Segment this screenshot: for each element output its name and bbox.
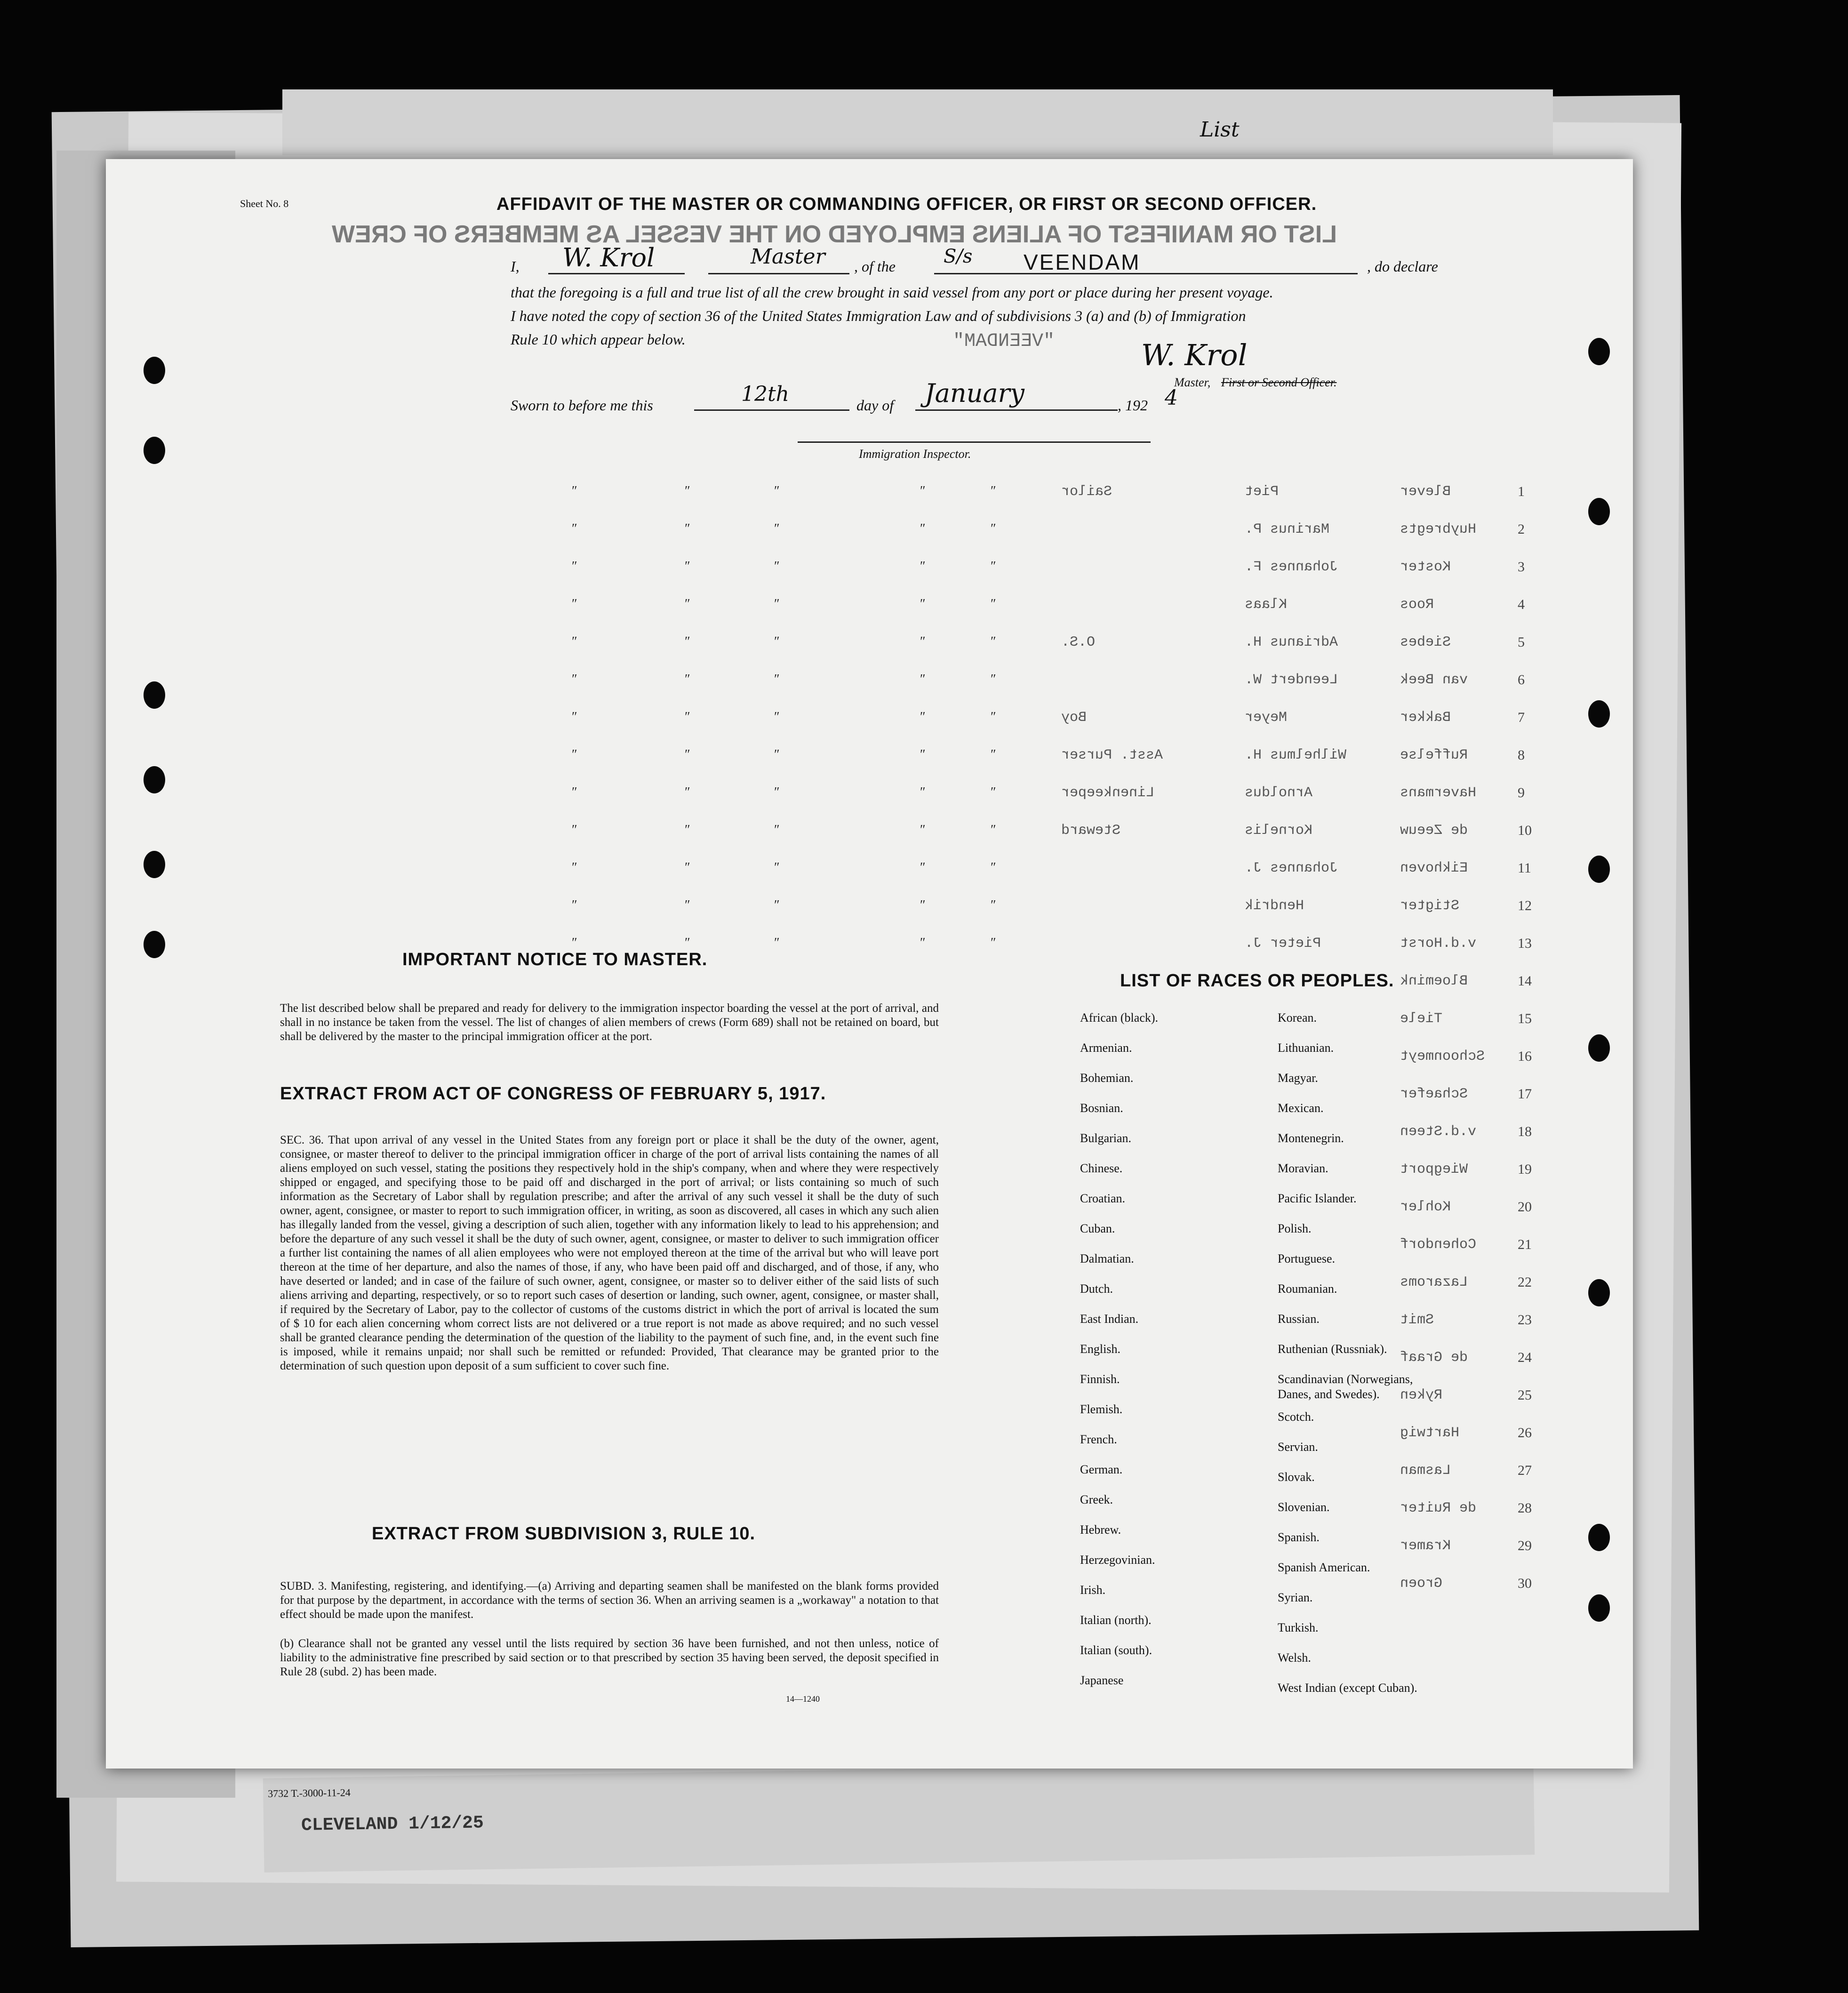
race-item: African (black). bbox=[1080, 1011, 1159, 1025]
race-item: Moravian. bbox=[1278, 1161, 1328, 1175]
mirrored-manifest-title: LIST OR MANIFEST OF ALIENS EMPLOYED ON THE VESSEL AS MEMBERS OF CREW bbox=[332, 221, 1337, 248]
crew-family-name: Bakker bbox=[1400, 710, 1451, 726]
crew-family-name: de Graaf bbox=[1400, 1350, 1468, 1366]
crew-position: Asst. Purser bbox=[1061, 747, 1163, 763]
ditto-mark: ″ bbox=[991, 521, 996, 536]
crew-row-number: 30 bbox=[1518, 1576, 1532, 1591]
ditto-mark: ″ bbox=[991, 898, 996, 912]
struck-officer-label: First or Second Officer. bbox=[1221, 376, 1337, 389]
crew-given-name: Arnoldus bbox=[1245, 785, 1313, 801]
ditto-mark: ″ bbox=[774, 634, 780, 649]
race-item: Bulgarian. bbox=[1080, 1131, 1132, 1145]
ditto-mark: ″ bbox=[685, 672, 690, 687]
crew-family-name: Ryken bbox=[1400, 1387, 1443, 1403]
vessel-name: VEENDAM bbox=[1024, 250, 1141, 274]
crew-row-number: 23 bbox=[1518, 1312, 1532, 1328]
ditto-mark: ″ bbox=[572, 672, 577, 687]
crew-family-name: Groen bbox=[1400, 1576, 1443, 1592]
crew-family-name: Roos bbox=[1400, 597, 1434, 613]
notice-title: IMPORTANT NOTICE TO MASTER. bbox=[402, 950, 708, 969]
punch-hole bbox=[1588, 700, 1610, 728]
crew-row-number: 11 bbox=[1518, 860, 1531, 876]
officer-position: Master bbox=[751, 245, 825, 269]
punch-hole bbox=[144, 766, 165, 793]
crew-given-name: Meyer bbox=[1245, 710, 1288, 726]
bottom-sheet bbox=[263, 1761, 1535, 1873]
crew-given-name: Hendrik bbox=[1245, 898, 1304, 914]
crew-row-number: 9 bbox=[1518, 785, 1525, 800]
ditto-mark: ″ bbox=[572, 710, 577, 724]
ditto-mark: ″ bbox=[991, 823, 996, 837]
ditto-mark: ″ bbox=[572, 860, 577, 875]
ditto-mark: ″ bbox=[774, 747, 780, 762]
ditto-mark: ″ bbox=[920, 597, 926, 611]
race-item: Japanese bbox=[1080, 1673, 1124, 1687]
crew-position: Steward bbox=[1061, 823, 1121, 839]
ditto-mark: ″ bbox=[991, 936, 996, 950]
crew-family-name: van Beek bbox=[1400, 672, 1468, 688]
ditto-mark: ″ bbox=[920, 860, 926, 875]
crew-row-number: 4 bbox=[1518, 597, 1525, 612]
ditto-mark: ″ bbox=[572, 936, 577, 950]
crew-row-number: 19 bbox=[1518, 1161, 1532, 1177]
notice-text: The list described below shall be prepared and ready for delivery to the immigration inspector boarding the vessel at the port of arrival, and shall in no instance be taken from the vessel. The list of changes of alien members of crews (Form 689) shall not be retained on board, but shall be delivered by the master to the principal immigration officer at the port. bbox=[280, 1002, 939, 1043]
ditto-mark: ″ bbox=[685, 521, 690, 536]
form-code: 14—1240 bbox=[786, 1694, 820, 1704]
top-edge-sheet bbox=[282, 89, 1553, 155]
crew-position: Boy bbox=[1061, 710, 1087, 726]
ditto-mark: ″ bbox=[774, 484, 780, 498]
ditto-mark: ″ bbox=[685, 710, 690, 724]
ditto-mark: ″ bbox=[774, 823, 780, 837]
i-label: I, bbox=[511, 258, 520, 275]
race-item: Portuguese. bbox=[1278, 1252, 1336, 1265]
extract-act-text: SEC. 36. That upon arrival of any vessel in the United States from any foreign port or place it shall be the duty of the owner, agent, consignee, or master thereof to deliver to the principal immigration officer in charge of the port of arrival lists containing the names of all aliens employed on such vessel, stating the positions they respectively hold in the ship's company, when and where they were respectively shipped or engaged, and specifying those to be paid off and discharged in the port of arrival; or lists containing so much of such information as the Secretary of Labor shall by regulation prescribe; and after the arrival of any such vessel it shall be the duty of such owner, agent, consignee, or master to report to such immigration officer, in writing, as soon as discovered, all cases in which any such alien has illegally landed from the vessel, giving a description of such alien, together with any information likely to lead to his apprehension; and before the departure of any such vessel it shall be the duty of such owner, agent, consignee, or master to deliver to such immigration officer a further list containing the names of all alien employees who were not employed thereon at the time of the arrival but who will leave port thereon at the time of her departure, and also the names of those, if any, who have been paid off and discharged, and of those, if any, who have deserted or landed; and in case of the failure of such owner, agent, consignee, or master so to deliver either of the said lists of such aliens arriving and departing, respectively, or so to report such cases of desertion or landing, such owner, agent, consignee, or master shall, if required by the Secretary of Labor, pay to the collector of customs of the customs district in which the port of arrival is located the sum of $ 10 for each alien concerning whom correct lists are not delivered or a true report is not made as above required; and no such vessel shall be granted clearance pending the determination of the question of the liability to the payment of such fine, and, in the event such fine is imposed, while it remains unpaid; nor shall such be remitted or refunded: Provided, That clearance may be granted prior to the determination of such question upon deposit of a sum sufficient to cover such fine. bbox=[280, 1134, 939, 1372]
crew-row-number: 17 bbox=[1518, 1086, 1532, 1102]
ditto-mark: ″ bbox=[920, 785, 926, 800]
race-item: Scandinavian (Norwegians, bbox=[1278, 1372, 1413, 1386]
ditto-mark: ″ bbox=[920, 710, 926, 724]
ditto-mark: ″ bbox=[991, 484, 996, 498]
punch-hole bbox=[1588, 1524, 1610, 1551]
cleveland-stamp: CLEVELAND 1/12/25 bbox=[301, 1813, 484, 1836]
sworn-day-line bbox=[694, 382, 849, 411]
crew-row-number: 16 bbox=[1518, 1049, 1532, 1064]
crew-row-number: 22 bbox=[1518, 1274, 1532, 1290]
position-line bbox=[708, 245, 849, 274]
ditto-mark: ″ bbox=[920, 484, 926, 498]
ditto-mark: ″ bbox=[774, 785, 780, 800]
race-item: East Indian. bbox=[1080, 1312, 1139, 1326]
race-item: Bohemian. bbox=[1080, 1071, 1134, 1085]
punch-hole bbox=[1588, 856, 1610, 883]
year-prefix: , 192 bbox=[1118, 397, 1148, 414]
ditto-mark: ″ bbox=[991, 672, 996, 687]
crew-given-name: Johannes J. bbox=[1245, 860, 1338, 876]
ditto-mark: ″ bbox=[774, 936, 780, 950]
race-item: Syrian. bbox=[1278, 1591, 1313, 1604]
race-item: Danes, and Swedes). bbox=[1278, 1387, 1380, 1401]
officer-name: W. Krol bbox=[562, 243, 655, 272]
crew-row-number: 5 bbox=[1518, 634, 1525, 650]
race-item: Pacific Islander. bbox=[1278, 1192, 1357, 1205]
crew-row-number: 3 bbox=[1518, 559, 1525, 575]
crew-family-name: Smit bbox=[1400, 1312, 1434, 1328]
crew-row-number: 27 bbox=[1518, 1463, 1532, 1478]
punch-hole bbox=[144, 357, 165, 384]
race-item: Armenian. bbox=[1080, 1041, 1132, 1055]
race-item: English. bbox=[1080, 1342, 1120, 1356]
crew-given-name: Klaas bbox=[1245, 597, 1288, 613]
master-label: Master, bbox=[1174, 376, 1211, 389]
inspector-signature-line bbox=[798, 432, 1151, 443]
affidavit-line-4: Rule 10 which appear below. bbox=[511, 331, 686, 348]
race-item: Lithuanian. bbox=[1278, 1041, 1334, 1055]
crew-family-name: Koster bbox=[1400, 559, 1451, 575]
crew-family-name: Schaefer bbox=[1400, 1086, 1468, 1102]
crew-family-name: Blever bbox=[1400, 484, 1451, 500]
ditto-mark: ″ bbox=[991, 634, 996, 649]
race-item: Mexican. bbox=[1278, 1101, 1324, 1115]
crew-family-name: Havermans bbox=[1400, 785, 1477, 801]
crew-row-number: 28 bbox=[1518, 1500, 1532, 1516]
race-item: Slovak. bbox=[1278, 1470, 1315, 1484]
race-item: French. bbox=[1080, 1433, 1117, 1446]
crew-family-name: Kramer bbox=[1400, 1538, 1451, 1554]
ditto-mark: ″ bbox=[572, 634, 577, 649]
race-item: Welsh. bbox=[1278, 1651, 1311, 1665]
sworn-month: January bbox=[925, 378, 1024, 408]
race-item: Montenegrin. bbox=[1278, 1131, 1344, 1145]
ditto-mark: ″ bbox=[774, 710, 780, 724]
inspector-label: Immigration Inspector. bbox=[859, 447, 971, 461]
crew-row-number: 26 bbox=[1518, 1425, 1532, 1441]
race-item: German. bbox=[1080, 1463, 1123, 1476]
crew-given-name: Johannes F. bbox=[1245, 559, 1338, 575]
crew-row-number: 12 bbox=[1518, 898, 1532, 913]
crew-row-number: 15 bbox=[1518, 1011, 1532, 1026]
race-item: Irish. bbox=[1080, 1583, 1106, 1597]
affidavit-line-3: I have noted the copy of section 36 of the United States Immigration Law and of subdivisions 3 (a) and (b) of Immigration bbox=[511, 307, 1246, 324]
extract-rule-text-b: (b) Clearance shall not be granted any vessel until the lists required by section 36 have been furnished, and not then unless, notice of liability to the administrative fine prescribed by said section or to that prescribed by section 35 having been served, the deposit specified in Rule 28 (subd. 2) has been made. bbox=[280, 1637, 939, 1678]
do-declare-label: , do declare bbox=[1367, 258, 1438, 275]
punch-hole bbox=[1588, 1279, 1610, 1306]
race-item: Cuban. bbox=[1080, 1222, 1115, 1235]
ditto-mark: ″ bbox=[685, 597, 690, 611]
crew-given-name: Wilhelmus H. bbox=[1245, 747, 1347, 763]
race-item: Bosnian. bbox=[1080, 1101, 1123, 1115]
crew-family-name: Wiegport bbox=[1400, 1161, 1468, 1177]
punch-hole bbox=[144, 681, 165, 709]
race-item: Roumanian. bbox=[1278, 1282, 1337, 1296]
crew-family-name: de Ruiter bbox=[1400, 1500, 1477, 1516]
ditto-mark: ″ bbox=[920, 823, 926, 837]
crew-family-name: Ruffelse bbox=[1400, 747, 1468, 763]
race-item: Russian. bbox=[1278, 1312, 1320, 1326]
crew-family-name: Huybregts bbox=[1400, 521, 1477, 537]
ditto-mark: ″ bbox=[920, 559, 926, 574]
crew-family-name: Lazaroms bbox=[1400, 1274, 1468, 1290]
punch-hole bbox=[1588, 1034, 1610, 1062]
sheet-number: Sheet No. 8 bbox=[240, 198, 289, 209]
race-item: Scotch. bbox=[1278, 1410, 1314, 1424]
crew-row-number: 14 bbox=[1518, 973, 1532, 989]
ditto-mark: ″ bbox=[572, 559, 577, 574]
ditto-mark: ″ bbox=[572, 747, 577, 762]
ditto-mark: ″ bbox=[572, 597, 577, 611]
races-title: LIST OF RACES OR PEOPLES. bbox=[1120, 971, 1394, 991]
punch-hole bbox=[1588, 338, 1610, 365]
ditto-mark: ″ bbox=[685, 559, 690, 574]
ditto-mark: ″ bbox=[920, 672, 926, 687]
day-of-label: day of bbox=[856, 397, 894, 414]
ditto-mark: ″ bbox=[572, 521, 577, 536]
crew-row-number: 2 bbox=[1518, 521, 1525, 537]
ditto-mark: ″ bbox=[991, 710, 996, 724]
ditto-mark: ″ bbox=[774, 521, 780, 536]
crew-position: Sailor bbox=[1061, 484, 1112, 500]
ditto-mark: ″ bbox=[774, 898, 780, 912]
race-item: Ruthenian (Russniak). bbox=[1278, 1342, 1387, 1356]
crew-row-number: 7 bbox=[1518, 710, 1525, 725]
crew-position: O.S. bbox=[1061, 634, 1096, 650]
crew-given-name: Marinus P. bbox=[1245, 521, 1330, 537]
bottom-form-code: 3732 T.-3000-11-24 bbox=[268, 1786, 351, 1800]
crew-family-name: v.d.Steen bbox=[1400, 1124, 1477, 1140]
race-item: Finnish. bbox=[1080, 1372, 1120, 1386]
extract-rule-title: EXTRACT FROM SUBDIVISION 3, RULE 10. bbox=[372, 1524, 756, 1544]
ditto-mark: ″ bbox=[572, 484, 577, 498]
race-item: Italian (north). bbox=[1080, 1613, 1152, 1627]
crew-row-number: 25 bbox=[1518, 1387, 1532, 1403]
affidavit-line-2: that the foregoing is a full and true list of all the crew brought in said vessel from any port or place during her present voyage. bbox=[511, 284, 1273, 301]
ditto-mark: ″ bbox=[920, 898, 926, 912]
ditto-mark: ″ bbox=[685, 898, 690, 912]
race-item: Polish. bbox=[1278, 1222, 1312, 1235]
crew-position: Linenkeeper bbox=[1061, 785, 1155, 801]
ditto-mark: ″ bbox=[920, 936, 926, 950]
crew-family-name: de Zeeuw bbox=[1400, 823, 1468, 839]
of-the-label: , of the bbox=[854, 258, 896, 275]
race-item: Herzegovinian. bbox=[1080, 1553, 1155, 1567]
affidavit-title: AFFIDAVIT OF THE MASTER OR COMMANDING OFFICER, OR FIRST OR SECOND OFFICER. bbox=[496, 194, 1317, 214]
ditto-mark: ″ bbox=[572, 785, 577, 800]
ditto-mark: ″ bbox=[991, 747, 996, 762]
race-item: Magyar. bbox=[1278, 1071, 1318, 1085]
ditto-mark: ″ bbox=[991, 860, 996, 875]
crew-family-name: Eikhoven bbox=[1400, 860, 1468, 876]
ditto-mark: ″ bbox=[685, 785, 690, 800]
vessel-line bbox=[934, 248, 1358, 274]
race-item: Slovenian. bbox=[1278, 1500, 1330, 1514]
race-item: Turkish. bbox=[1278, 1621, 1319, 1634]
ditto-mark: ″ bbox=[685, 936, 690, 950]
ditto-mark: ″ bbox=[572, 823, 577, 837]
ditto-mark: ″ bbox=[572, 898, 577, 912]
mirrored-vessel-name: "VEENDAM" bbox=[953, 331, 1055, 352]
ditto-mark: ″ bbox=[991, 597, 996, 611]
ditto-mark: ″ bbox=[920, 634, 926, 649]
extract-act-title: EXTRACT FROM ACT OF CONGRESS OF FEBRUARY 5, 1917. bbox=[280, 1084, 826, 1104]
ditto-mark: ″ bbox=[991, 785, 996, 800]
punch-hole bbox=[144, 931, 165, 958]
crew-family-name: v.d.Horst bbox=[1400, 936, 1477, 952]
crew-row-number: 1 bbox=[1518, 484, 1525, 499]
crew-family-name: Kohler bbox=[1400, 1199, 1451, 1215]
race-item: Korean. bbox=[1278, 1011, 1317, 1025]
ditto-mark: ″ bbox=[920, 747, 926, 762]
punch-hole bbox=[144, 851, 165, 878]
race-item: Greek. bbox=[1080, 1493, 1113, 1506]
race-item: West Indian (except Cuban). bbox=[1278, 1681, 1417, 1695]
crew-given-name: Adrianus H. bbox=[1245, 634, 1338, 650]
crew-family-name: Tiele bbox=[1400, 1011, 1443, 1027]
ditto-mark: ″ bbox=[774, 860, 780, 875]
race-item: Dutch. bbox=[1080, 1282, 1113, 1296]
manifest-sheet bbox=[106, 159, 1633, 1769]
crew-given-name: Kornelis bbox=[1245, 823, 1313, 839]
punch-hole bbox=[144, 437, 165, 464]
crew-family-name: Schoonmeyt bbox=[1400, 1049, 1485, 1065]
ditto-mark: ″ bbox=[920, 521, 926, 536]
officer-name-line bbox=[548, 243, 685, 274]
crew-row-number: 6 bbox=[1518, 672, 1525, 688]
crew-given-name: Leendert W. bbox=[1245, 672, 1338, 688]
race-item: Spanish. bbox=[1278, 1530, 1320, 1544]
crew-family-name: Siebes bbox=[1400, 634, 1451, 650]
punch-hole bbox=[1588, 1594, 1610, 1622]
crew-row-number: 10 bbox=[1518, 823, 1532, 838]
race-item: Flemish. bbox=[1080, 1402, 1123, 1416]
ditto-mark: ″ bbox=[685, 484, 690, 498]
race-item: Italian (south). bbox=[1080, 1643, 1152, 1657]
crew-given-name: Piet bbox=[1245, 484, 1279, 500]
master-signature: W. Krol bbox=[1141, 338, 1248, 372]
crew-family-name: Lasman bbox=[1400, 1463, 1451, 1479]
punch-hole bbox=[1588, 498, 1610, 525]
crew-family-name: Stigter bbox=[1400, 898, 1460, 914]
sworn-day: 12th bbox=[741, 382, 790, 406]
sworn-label: Sworn to before me this bbox=[511, 397, 653, 414]
race-item: Croatian. bbox=[1080, 1192, 1126, 1205]
ditto-mark: ″ bbox=[685, 747, 690, 762]
crew-row-number: 20 bbox=[1518, 1199, 1532, 1215]
ditto-mark: ″ bbox=[685, 860, 690, 875]
sworn-year-digit: 4 bbox=[1165, 386, 1178, 410]
top-scrawl: List bbox=[1200, 118, 1240, 142]
ditto-mark: ″ bbox=[774, 597, 780, 611]
crew-row-number: 29 bbox=[1518, 1538, 1532, 1553]
sworn-month-line bbox=[915, 378, 1118, 411]
ditto-mark: ″ bbox=[991, 559, 996, 574]
ditto-mark: ″ bbox=[774, 559, 780, 574]
ditto-mark: ″ bbox=[685, 634, 690, 649]
crew-row-number: 13 bbox=[1518, 936, 1532, 951]
ditto-mark: ″ bbox=[774, 672, 780, 687]
ditto-mark: ″ bbox=[685, 823, 690, 837]
crew-row-number: 21 bbox=[1518, 1237, 1532, 1252]
crew-row-number: 18 bbox=[1518, 1124, 1532, 1139]
race-item: Chinese. bbox=[1080, 1161, 1123, 1175]
race-item: Dalmatian. bbox=[1080, 1252, 1134, 1265]
crew-family-name: Hartwig bbox=[1400, 1425, 1460, 1441]
crew-row-number: 8 bbox=[1518, 747, 1525, 763]
crew-given-name: Pieter J. bbox=[1245, 936, 1321, 952]
ship-prefix: S/s bbox=[944, 246, 973, 267]
race-item: Spanish American. bbox=[1278, 1561, 1370, 1574]
crew-family-name: Cohendorf bbox=[1400, 1237, 1477, 1253]
race-item: Servian. bbox=[1278, 1440, 1318, 1454]
crew-row-number: 24 bbox=[1518, 1350, 1532, 1365]
extract-rule-text-a: SUBD. 3. Manifesting, registering, and identifying.—(a) Arriving and departing seamen shall be manifested on the blank forms provided for that purpose by the department, in accordance with the terms of section 36. When an arriving seamen is a „workaway" a notation to that effect should be made upon the manifest. bbox=[280, 1580, 939, 1621]
crew-family-name: Bloemink bbox=[1400, 973, 1468, 989]
race-item: Hebrew. bbox=[1080, 1523, 1121, 1537]
